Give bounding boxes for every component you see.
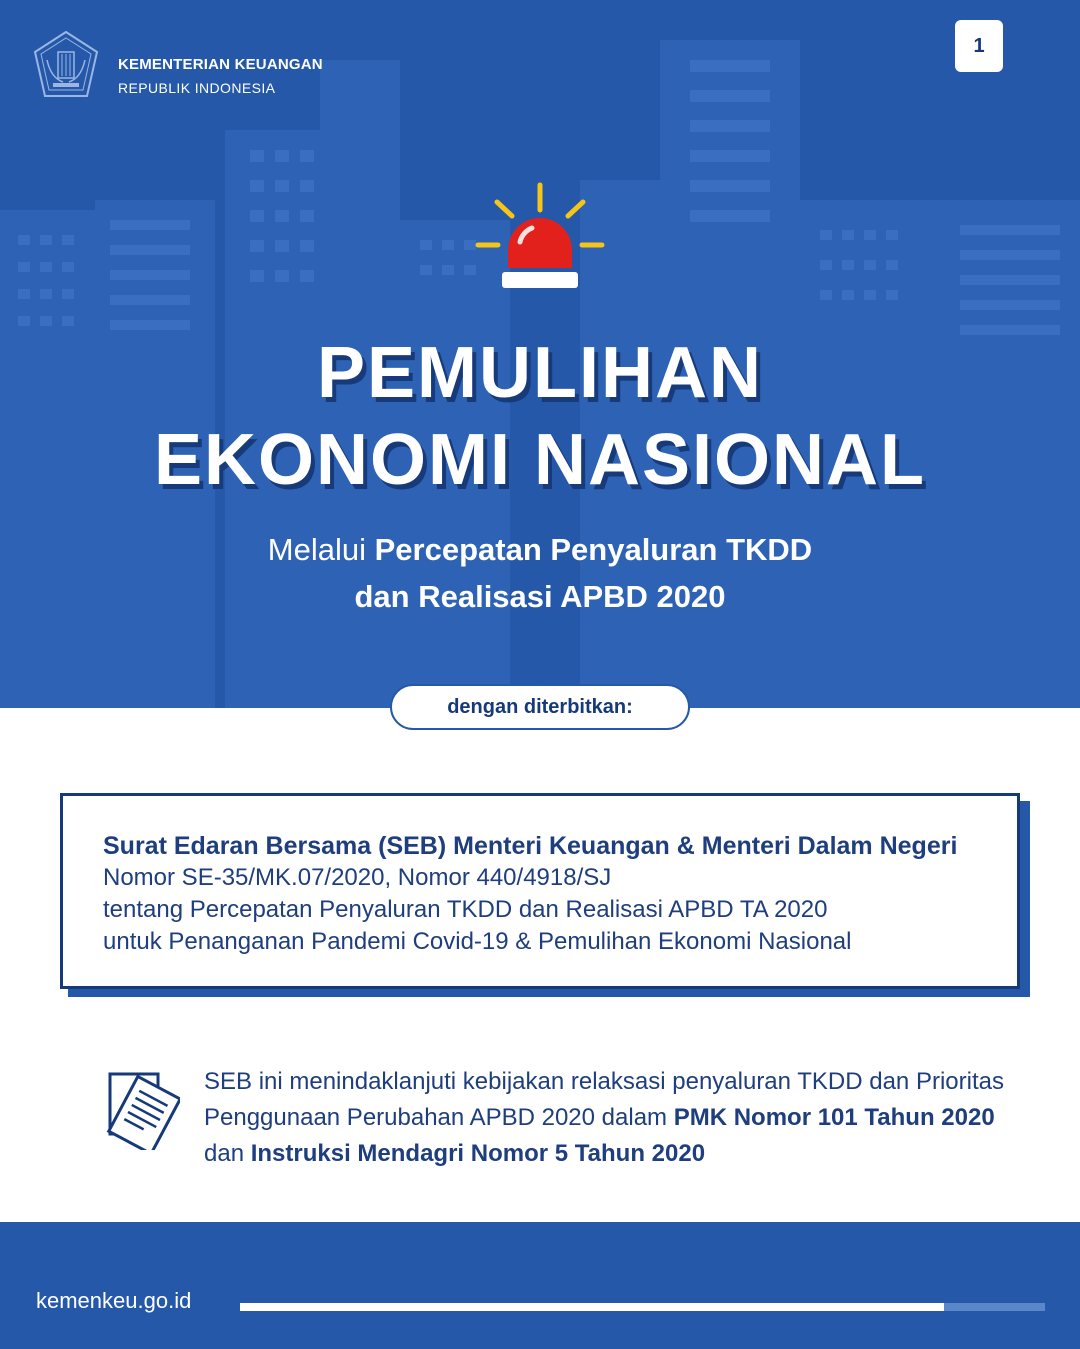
regulation-subject: tentang Percepatan Penyaluran TKDD dan Realisasi APBD TA 2020 <box>103 896 828 923</box>
subtitle-emphasis: Percepatan Penyaluran TKDD <box>374 532 813 567</box>
note-text-2: dan <box>204 1140 251 1167</box>
title-line-1: PEMULIHAN <box>317 333 763 413</box>
subtitle-prefix: Melalui <box>267 532 375 567</box>
note-text-1: SEB ini menindaklanjuti kebijakan relaksasi penyaluran TKDD dan Prioritas Penggunaan Perubahan APBD 2020 dalam <box>204 1068 1004 1131</box>
website-link[interactable]: kemenkeu.go.id <box>36 1288 192 1313</box>
regulation-number: Nomor SE-35/MK.07/2020, Nomor 440/4918/SJ <box>103 864 612 891</box>
document-icon <box>96 1066 180 1150</box>
page-number-badge: 1 <box>955 20 1003 72</box>
org-name: KEMENTERIAN KEUANGAN <box>118 56 323 73</box>
regulation-box <box>60 793 1020 989</box>
kemenkeu-logo-icon <box>33 30 99 98</box>
regulation-text <box>103 830 957 958</box>
org-subtitle: REPUBLIK INDONESIA <box>118 80 276 96</box>
note-instruction: Instruksi Mendagri Nomor 5 Tahun 2020 <box>250 1140 706 1167</box>
issued-with-pill: dengan diterbitkan: <box>390 684 690 730</box>
regulation-title: Surat Edaran Bersama (SEB) Menteri Keuangan & Menteri Dalam Negeri <box>103 832 958 860</box>
title-line-2: EKONOMI NASIONAL <box>153 420 926 500</box>
organization-name <box>118 55 323 99</box>
footer <box>0 1222 1080 1349</box>
progress-bar <box>240 1303 1045 1311</box>
subtitle-line-2: dan Realisasi APBD 2020 <box>354 579 726 614</box>
siren-icon <box>470 180 610 295</box>
subtitle-line-1 <box>0 527 1080 573</box>
progress-bar-fill <box>240 1303 944 1311</box>
follow-up-note <box>204 1064 1024 1172</box>
regulation-purpose: untuk Penanganan Pandemi Covid-19 & Pemulihan Ekonomi Nasional <box>103 928 852 955</box>
note-pmk: PMK Nomor 101 Tahun 2020 <box>673 1104 995 1131</box>
